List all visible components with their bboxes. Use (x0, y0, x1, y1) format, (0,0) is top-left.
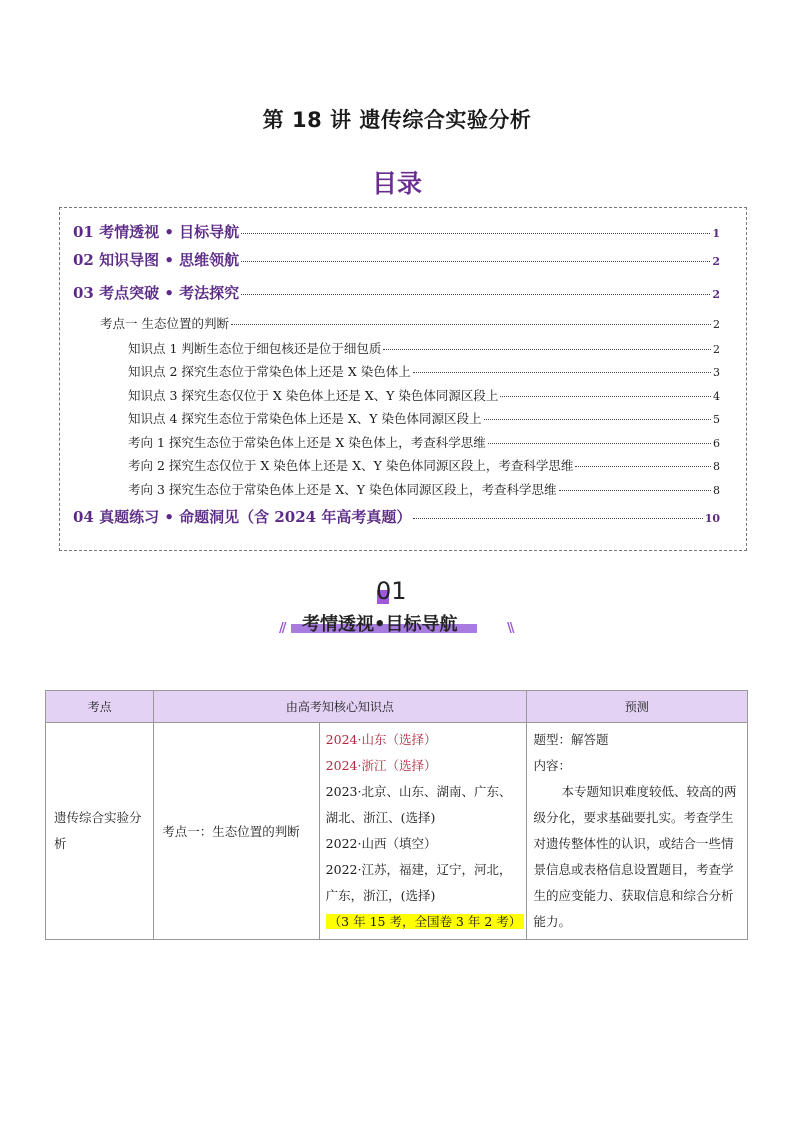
page-title: 第 18 讲 遗传综合实验分析 (262, 108, 532, 132)
table-header-row (46, 691, 748, 723)
section-number: 01 (376, 577, 407, 605)
table-row (46, 723, 748, 940)
toc-entry[interactable]: 02 知识导图 • 思维领航 2 (73, 251, 720, 269)
column-header: 由高考知核心知识点 (154, 691, 526, 723)
toc-entry[interactable]: 考向 1 探究生态位于常染色体上还是 X 染色体上，考查科学思维 6 (128, 435, 720, 450)
exam-overview-table (45, 690, 748, 940)
exam-entry: 2022·山西（填空） (325, 836, 437, 851)
exam-history-cell (319, 723, 526, 940)
toc-entry[interactable]: 考点一 生态位置的判断 2 (100, 316, 720, 331)
exam-entry: 2022·江苏，福建，辽宁，河北，广东，浙江，(选择) (325, 862, 512, 903)
toc-entry[interactable]: 03 考点突破 • 考法探究 2 (73, 284, 720, 302)
core-knowledge-cell: 考点一：生态位置的判断 (154, 723, 319, 940)
slash-decoration-icon: // (279, 621, 285, 636)
toc-entry[interactable]: 考向 2 探究生态仅位于 X 染色体上还是 X、Y 染色体同源区段上，考查科学思维 8 (128, 458, 720, 473)
prediction-type: 题型：解答题 (533, 732, 609, 747)
toc-entry[interactable]: 考向 3 探究生态位于常染色体上还是 X、Y 染色体同源区段上，考查科学思维 8 (128, 482, 720, 497)
toc-entry[interactable]: 知识点 1 判断生态位于细包核还是位于细包质 2 (128, 341, 720, 356)
table-of-contents (59, 207, 747, 551)
prediction-label: 内容： (533, 758, 572, 773)
exam-entry: 2024·山东（选择） (325, 732, 437, 747)
exam-entry: 2024·浙江（选择） (325, 758, 437, 773)
toc-entry[interactable]: 04 真题练习 • 命题洞见（含 2024 年高考真题） 10 (73, 508, 720, 526)
toc-entry[interactable]: 知识点 2 探究生态位于常染色体上还是 X 染色体上 3 (128, 364, 720, 379)
toc-entry[interactable]: 知识点 4 探究生态位于常染色体上还是 X、Y 染色体同源区段上 5 (128, 411, 720, 426)
exam-point-cell: 遗传综合实验分析 (46, 723, 154, 940)
section-header (279, 608, 519, 638)
exam-entry: 2023·北京、山东、湖南、广东、湖北、浙江、(选择) (325, 784, 512, 825)
toc-heading: 目录 (371, 169, 422, 198)
column-header: 考点 (46, 691, 154, 723)
section-title: 考情透视•目标导航 (302, 614, 458, 635)
prediction-cell (526, 723, 747, 940)
toc-entry[interactable]: 知识点 3 探究生态仅位于 X 染色体上还是 X、Y 染色体同源区段上 4 (128, 388, 720, 403)
slash-decoration-icon: \\ (507, 621, 513, 636)
column-header: 预测 (526, 691, 747, 723)
prediction-body: 本专题知识难度较低、较高的两级分化，要求基础要扎实。考查学生对遗传整体性的认识，或结合一些情景信息或表格信息设置题目，考查学生的应变能力、获取信息和综合分析能力。 (533, 784, 737, 929)
toc-entry[interactable]: 01 考情透视 • 目标导航 1 (73, 223, 720, 241)
exam-summary: （3 年 15 考，全国卷 3 年 2 考） (326, 909, 520, 935)
